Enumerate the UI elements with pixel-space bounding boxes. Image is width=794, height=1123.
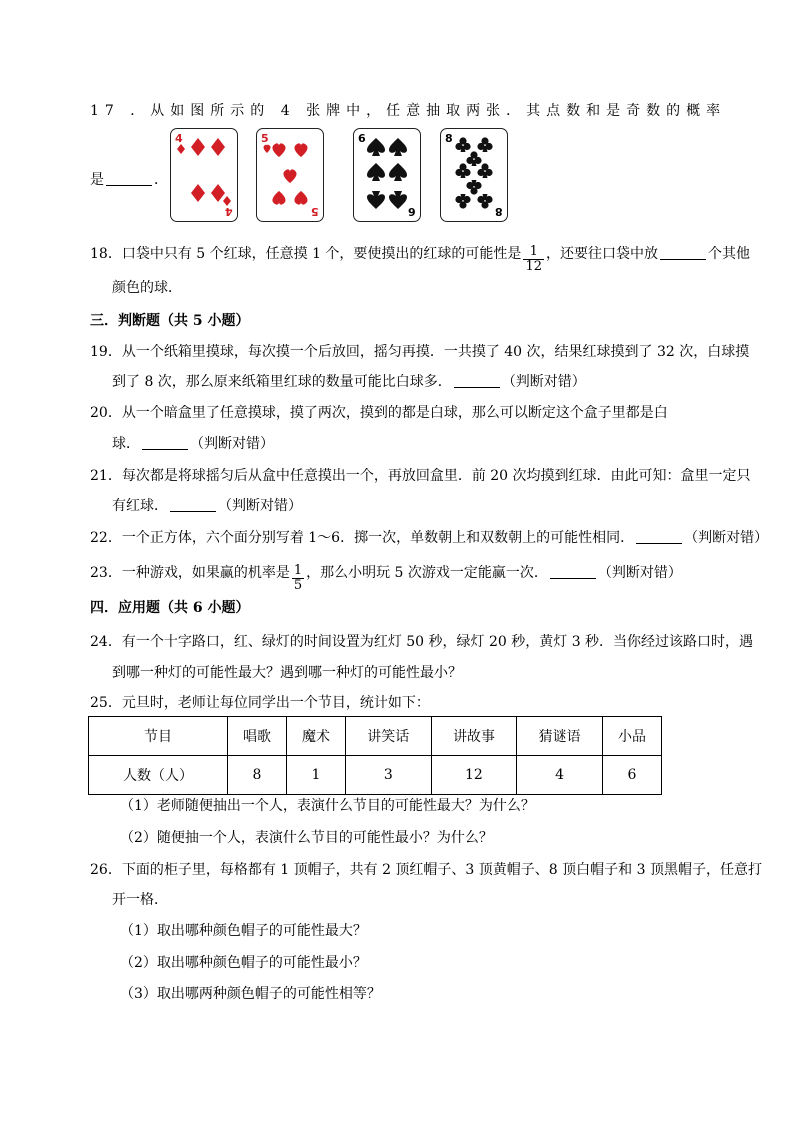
q19-line2: [112, 372, 724, 392]
card-rank-bottom: 5: [311, 205, 319, 218]
q25-sub2: （2）随便抽一个人，表演什么节目的可能性最小？为什么？: [120, 830, 493, 846]
table-cell: 讲故事: [431, 717, 517, 756]
card-rank-top: 4: [175, 132, 183, 145]
q20-text: 球．: [112, 436, 140, 452]
table-cell: 1: [286, 756, 345, 795]
table-cell: 人数（人）: [89, 756, 228, 795]
q21-line2: [112, 496, 724, 516]
q23-text-after: ，那么小明玩 5 次游戏一定能赢一次．: [306, 565, 548, 581]
q26-line1: 26．下面的柜子里，每格都有 1 顶帽子，共有 2 顶红帽子、3 顶黄帽子、8 顶白帽子和 3 顶黑帽子，任意打: [90, 862, 762, 878]
q23-fraction: [292, 564, 304, 593]
q25-line1: 25．元旦时，老师让每位同学出一个节目，统计如下：: [90, 695, 430, 711]
q18-line2: 颜色的球．: [112, 280, 182, 296]
card-eight-of-clubs: [440, 128, 508, 222]
q17-line2-text: 是: [90, 172, 104, 188]
q18-answer-blank: [660, 245, 706, 260]
table-cell: 节目: [89, 717, 228, 756]
q22-text: 22．一个正方体，六个面分别写着 1～6．掷一次，单数朝上和双数朝上的可能性相同．: [90, 530, 635, 546]
table-cell: 6: [602, 756, 661, 795]
q20-line1: 20．从一个暗盒里了任意摸球，摸了两次，摸到的都是白球，那么可以断定这个盒子里都是白: [90, 405, 668, 421]
card-four-of-diamonds: [170, 128, 238, 222]
q23-tail: （判断对错）: [597, 565, 682, 581]
q19-answer-blank: [454, 373, 500, 388]
table-cell: 4: [517, 756, 603, 795]
q17-line2-end: ．: [154, 172, 168, 188]
q26-sub3: （3）取出哪两种颜色帽子的可能性相等？: [120, 986, 381, 1002]
table-cell: 3: [345, 756, 431, 795]
q19-text: 到了 8 次，那么原来纸箱里红球的数量可能比白球多．: [112, 374, 452, 390]
section-title-judgment: 三．判断题（共 5 小题）: [90, 313, 250, 329]
fraction-numerator: 1: [293, 563, 303, 578]
playing-cards: [170, 128, 510, 226]
card-five-of-hearts: [256, 128, 324, 222]
q21-tail: （判断对错）: [218, 498, 302, 514]
q23-answer-blank: [550, 564, 596, 579]
q20-tail: （判断对错）: [190, 436, 274, 452]
card-rank-top: 6: [358, 132, 366, 145]
table-cell: 讲笑话: [345, 717, 431, 756]
q25-sub1: （1）老师随便抽出一个人，表演什么节目的可能性最大？为什么？: [120, 798, 535, 814]
q22-answer-blank: [636, 529, 682, 544]
q24-line2: 到哪一种灯的可能性最大？遇到哪一种灯的可能性最小？: [112, 665, 462, 681]
q21-line1: 21．每次都是将球摇匀后从盒中任意摸出一个，再放回盒里．前 20 次均摸到红球．由此可知：盒里一定只: [90, 468, 751, 484]
section-title-application: 四．应用题（共 6 小题）: [90, 600, 250, 616]
q26-line2: 开一格．: [112, 892, 168, 908]
q20-answer-blank: [142, 435, 188, 450]
card-rank-bottom: 6: [408, 205, 416, 218]
q26-sub1: （1）取出哪种颜色帽子的可能性最大？: [120, 923, 367, 939]
q20-line2: [112, 434, 724, 454]
card-rank-top: 5: [261, 132, 269, 145]
diamond-icon: [171, 129, 237, 221]
table-cell: 12: [431, 756, 517, 795]
table-header-row: [89, 717, 662, 756]
club-icon: [441, 129, 507, 221]
q17-line1: 17 ．从如图所示的 4 张牌中，任意抽取两张．其点数和是奇数的概率: [90, 103, 727, 119]
q22-tail: （判断对错）: [684, 530, 769, 546]
table-cell: 魔术: [286, 717, 345, 756]
q21-text: 有红球．: [112, 498, 168, 514]
q22-line1: [90, 528, 769, 548]
q18-text: 18．口袋中只有 5 个红球，任意摸 1 个，要使摸出的红球的可能性是: [90, 246, 522, 262]
q24-line1: 24．有一个十字路口，红、绿灯的时间设置为红灯 50 秒，绿灯 20 秒，黄灯 3 秒．当你经过该路口时，遇: [90, 634, 754, 650]
q18-text-after: ，还要往口袋中放: [545, 246, 658, 262]
q19-line1: 19．从一个纸箱里摸球，每次摸一个后放回，摇匀再摸．一共摸了 40 次，结果红球摸到了 32 次，白球摸: [90, 344, 750, 360]
q21-answer-blank: [170, 497, 216, 512]
card-six-of-spades: [353, 128, 421, 222]
heart-icon: [257, 129, 323, 221]
table-cell: 猜谜语: [517, 717, 603, 756]
q23-line1: [90, 563, 724, 593]
fraction-denominator: 5: [293, 578, 303, 593]
q19-tail: （判断对错）: [501, 374, 586, 390]
card-rank-bottom: 4: [225, 205, 233, 218]
fraction-numerator: 1: [523, 245, 544, 260]
table-row: [89, 756, 662, 795]
q17-answer-blank: [106, 171, 152, 186]
table-cell: 唱歌: [227, 717, 286, 756]
q26-sub2: （2）取出哪种颜色帽子的可能性最小？: [120, 955, 367, 971]
card-rank-bottom: 8: [495, 205, 503, 218]
card-rank-top: 8: [445, 132, 453, 145]
q18-text-end: 个其他: [707, 246, 750, 262]
program-stats-table: [88, 716, 662, 795]
fraction-denominator: 12: [525, 259, 542, 274]
spade-icon: [354, 129, 420, 221]
q18-line1: [90, 244, 750, 274]
q18-fraction: [523, 245, 544, 274]
table-cell: 小品: [602, 717, 661, 756]
table-cell: 8: [227, 756, 286, 795]
q23-text: 23．一种游戏，如果赢的机率是: [90, 565, 290, 581]
